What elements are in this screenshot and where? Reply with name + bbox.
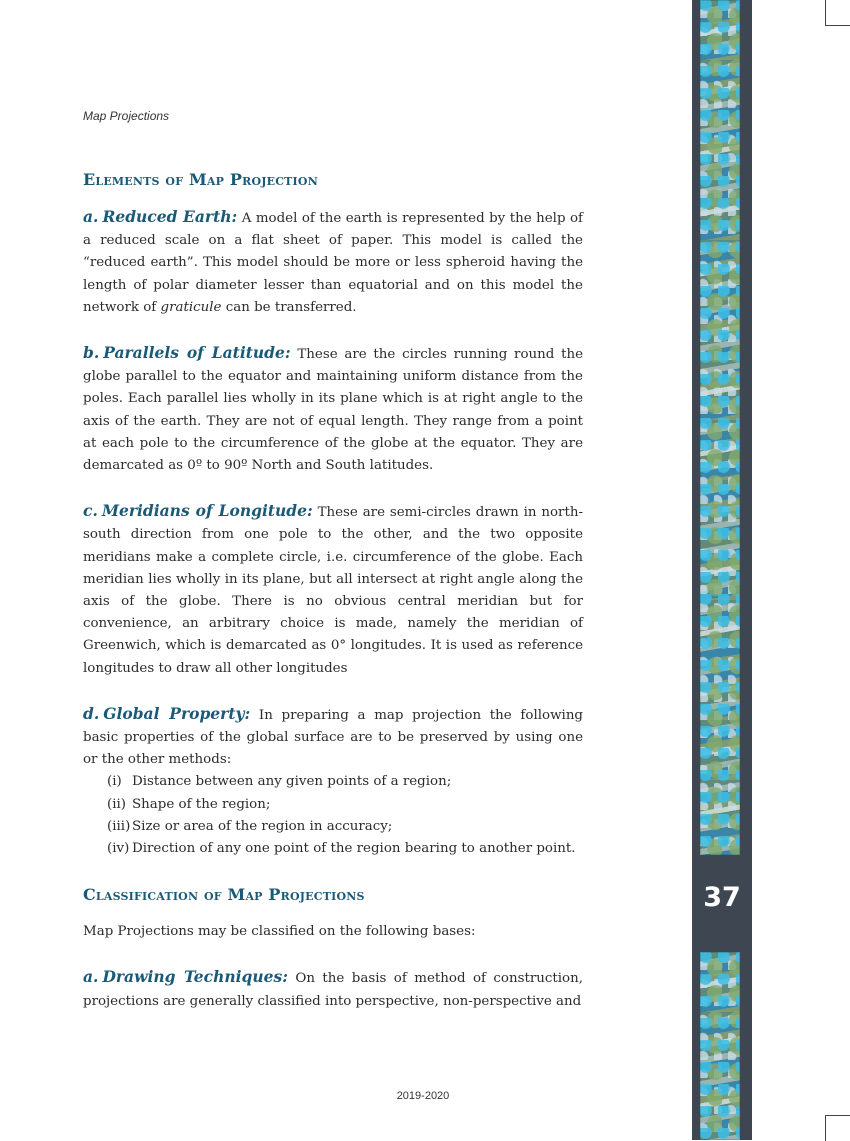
global-property-term: d. Global Property: bbox=[83, 703, 251, 723]
crop-mark-bottom bbox=[825, 1115, 850, 1141]
main-content bbox=[83, 168, 583, 1013]
reduced-earth-term: a. Reduced Earth: bbox=[83, 207, 238, 226]
drawing-techniques-text: On the basis of method of construction, projections are generally classified into perspective, non-perspective and bbox=[83, 971, 583, 1009]
list-item: (iii) Size or area of the region in accuracy; bbox=[107, 818, 393, 834]
graticule-word: graticule bbox=[160, 299, 222, 315]
parallels-paragraph bbox=[83, 342, 583, 477]
classification-heading: Classification of Map Projections bbox=[83, 885, 365, 905]
classification-intro: Map Projections may be classified on the following bases: bbox=[83, 924, 476, 940]
elements-heading: Elements of Map Projection bbox=[83, 170, 318, 189]
drawing-techniques-term: a. Drawing Techniques: bbox=[83, 967, 288, 987]
drawing-techniques-paragraph bbox=[83, 966, 583, 1012]
reduced-earth-paragraph bbox=[83, 206, 583, 319]
satellite-imagery-strip-bottom bbox=[700, 952, 740, 1140]
reduced-earth-text-1: A model of the earth is represented by the help of a reduced scale on a flat sheet of paper. This model is called the “reduced earth”. This model should be more or less spheroid having the length of polar diameter lesser than equatorial and on this model the network of bbox=[83, 211, 583, 315]
page-number: 37 bbox=[703, 882, 741, 913]
running-header: Map Projections bbox=[83, 109, 170, 123]
meridians-paragraph bbox=[83, 500, 583, 680]
list-item: (iv) Direction of any one point of the region bearing to another point. bbox=[107, 841, 576, 857]
parallels-text: These are the circles running round the globe parallel to the equator and maintaining uniform distance from the poles. Each parallel lies wholly in its plane which is at right angle to the axis of the earth. They are not of equal length. They range from a point at each pole to the circumference of the globe at the equator. They are demarcated as 0º to 90º North and South latitudes. bbox=[83, 347, 584, 474]
crop-mark-top bbox=[825, 0, 850, 26]
meridians-text: These are semi-circles drawn in north-south direction from one pole to the other, and the two opposite meridians make a complete circle, i.e. circumference of the globe. Each meridian lies wholly in its plane, but all intersect at right angle along the axis of the globe. There is no obvious central meridian but for convenience, an arbitrary choice is made, namely the meridian of Greenwich, which is demarcated as 0° longitudes. It is used as reference longitudes to draw all other longitudes bbox=[83, 505, 583, 676]
global-property-text: In preparing a map projection the following basic properties of the global surface are to be preserved by using one or the other methods: bbox=[83, 707, 584, 768]
satellite-imagery-strip-top bbox=[700, 0, 740, 855]
global-property-paragraph bbox=[83, 703, 583, 772]
list-item: (i) Distance between any given points of a region; bbox=[107, 774, 452, 790]
global-property-list bbox=[107, 771, 583, 860]
parallels-term: b. Parallels of Latitude: bbox=[83, 343, 291, 363]
meridians-term: c. Meridians of Longitude: bbox=[83, 501, 313, 521]
page-footer: 2019-2020 bbox=[396, 1090, 450, 1102]
reduced-earth-text-2: can be transferred. bbox=[225, 299, 357, 315]
list-item: (ii) Shape of the region; bbox=[107, 796, 271, 812]
